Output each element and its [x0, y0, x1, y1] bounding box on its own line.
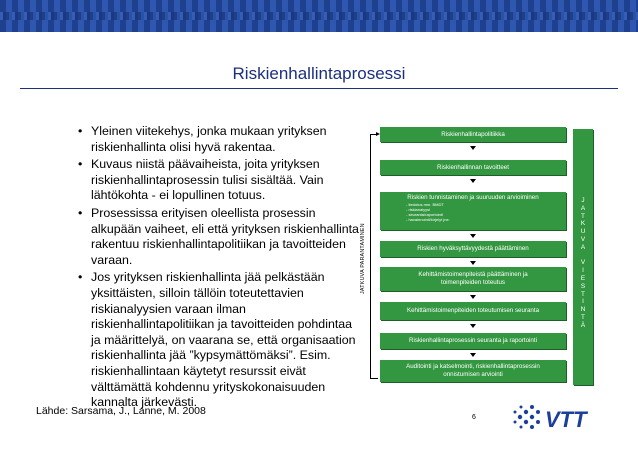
side-letter: T	[581, 313, 585, 321]
arrow-icon	[470, 146, 476, 150]
step-subitem: - seuranta/raportointi	[406, 211, 443, 217]
process-step-identification	[380, 192, 566, 230]
bullet-text: Prosessissa erityisen oleellista prosessin alkupään vaiheet, eli että yrityksen riskienhallinta rakentuu riskienhallintapolitiikan ja tavoitteiden varaan.	[91, 205, 359, 267]
bullet-dot: •	[78, 205, 83, 220]
bullet-item	[78, 124, 360, 155]
side-letter: K	[580, 220, 586, 228]
step-label: Riskienhallinnan tavoitteet	[437, 163, 509, 171]
process-step-policy	[380, 127, 566, 142]
side-letter: Ä	[580, 321, 586, 329]
bullet-dot: •	[78, 270, 83, 285]
side-letter: J	[581, 197, 585, 204]
header-banner	[0, 0, 638, 32]
bullet-item	[78, 157, 360, 204]
step-subitem: - riskianalyysi	[406, 206, 431, 212]
side-letter: A	[580, 243, 586, 251]
arrow-icon	[470, 353, 476, 357]
vtt-logo-text: VTT	[545, 407, 587, 432]
side-letter: T	[581, 212, 585, 220]
feedback-loop-bottom	[370, 378, 378, 379]
arrow-icon	[470, 261, 476, 265]
vtt-logo	[508, 397, 608, 437]
bullet-text: Jos yrityksen riskienhallinta jää pelkästään yksittäisten, silloin tällöin toteutettavien riskianalyysien varaan ilman riskienhallintapolitiikan ja tavoitteiden pohdintaa ja määrittelyä, on vaarana se, että organisaation riskienhallinta jää ”kypsymättömäksi”. Esim. riskienhallintaan käytetyt resurssit eivät välttämättä kohdennu yrityskokonaisuuden kannalta järkevästi.	[91, 270, 356, 410]
step-label: Riskien tunnistaminen ja suuruuden arvioiminen	[407, 194, 539, 201]
process-step-audit	[380, 360, 566, 382]
bullet-dot: •	[78, 124, 83, 138]
process-step-goals	[380, 160, 566, 175]
source-citation: Lähde: Sarsama, J., Lanne, M. 2008	[36, 405, 206, 417]
side-letter: V	[580, 259, 586, 267]
arrow-icon	[470, 179, 476, 183]
side-letter: U	[580, 228, 586, 236]
side-letter: T	[581, 290, 585, 298]
title-underline	[20, 88, 618, 89]
bullet-item	[78, 270, 360, 410]
step-label: Kehittämistoimenpiteiden toteutumisen seuranta	[406, 307, 540, 315]
bullet-dot: •	[78, 157, 83, 172]
side-letter: S	[580, 282, 586, 290]
bullet-text: Kuvaus niistä päävaiheista, joita yrityksen riskienhallintaprosessin tulisi sisältää. Vain lähtökohta - ei lopullinen totuus.	[91, 157, 324, 203]
step-label: Riskien hyväksyttävyydestä päättäminen	[417, 245, 529, 253]
process-step-acceptability	[380, 241, 566, 257]
step-label: Riskienhallintaprosessin seuranta ja raportointi	[409, 337, 537, 345]
bullet-list	[78, 124, 360, 413]
slide-title: Riskienhallintaprosessi	[232, 64, 406, 83]
step-subitem: - tiedotus mm. BMDT	[406, 201, 444, 207]
arrow-icon	[470, 324, 476, 328]
continuous-improvement-label: JATKUVA PARANTAMINEN	[360, 223, 366, 294]
step-label: Auditointi ja katselmointi, riskienhallintaprosessin onnistumisen arviointi	[406, 363, 540, 378]
step-subitem: - havainnointi/kirjelyt jne.	[406, 216, 450, 222]
side-letter: V	[580, 235, 586, 243]
process-step-actions	[380, 267, 566, 291]
page-number: 6	[472, 414, 476, 421]
bullet-item	[78, 206, 360, 268]
continuous-communication-bar	[573, 129, 593, 385]
bullet-text: Yleinen viitekehys, jonka mukaan yrityksen riskienhallinta olisi hyvä rakentaa.	[91, 124, 327, 154]
feedback-loop-vertical	[370, 134, 371, 378]
step-label: Riskienhallintapolitiikka	[441, 130, 505, 138]
process-diagram	[358, 122, 598, 392]
side-bar-letters	[573, 197, 593, 330]
side-letter: N	[580, 306, 586, 314]
arrow-icon	[470, 234, 476, 238]
step-label: Kehittämistoimenpiteistä päättäminen ja toimenpiteiden toteutus	[418, 271, 528, 286]
side-letter: A	[580, 204, 586, 212]
vtt-logo-icon	[508, 397, 608, 437]
side-letter-gap	[573, 252, 593, 260]
process-step-followup	[380, 302, 566, 320]
arrow-icon	[470, 295, 476, 299]
side-letter: E	[580, 274, 586, 282]
side-letter: I	[582, 298, 584, 306]
side-letter: I	[582, 267, 584, 275]
process-step-reporting	[380, 333, 566, 349]
